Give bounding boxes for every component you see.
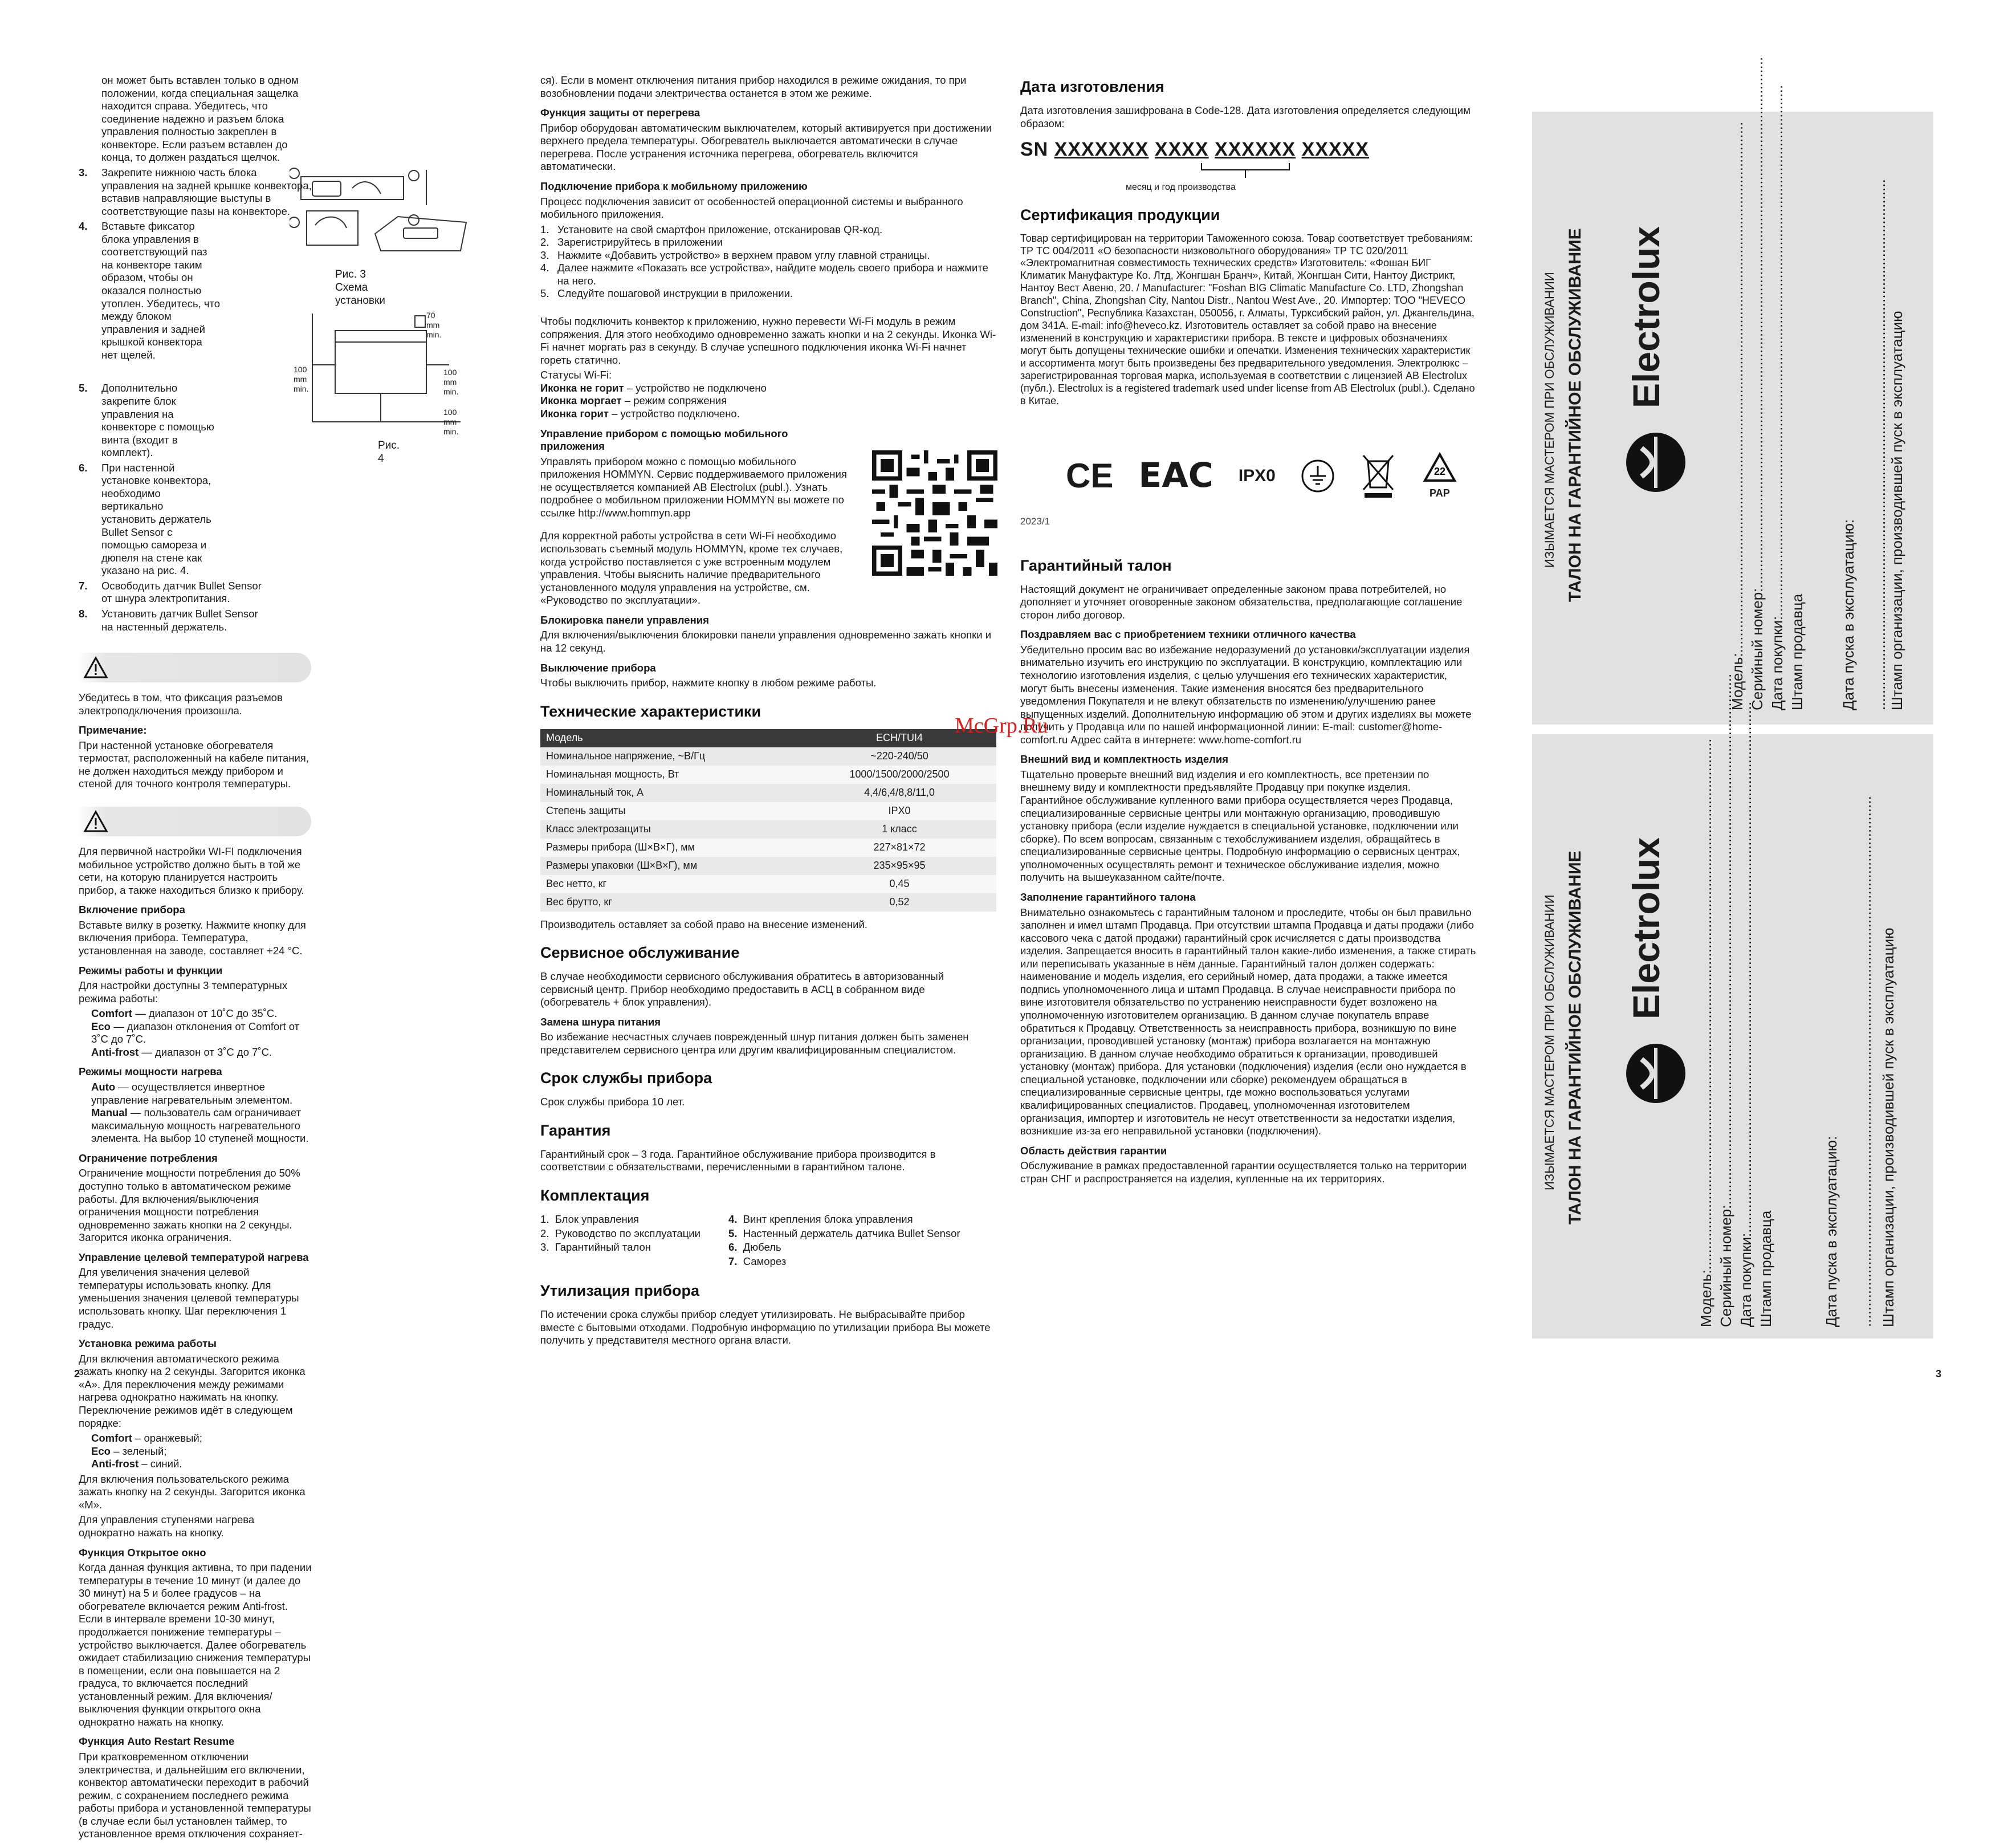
qr-code-icon [872, 450, 997, 576]
table-row: Класс электрозащиты 1 класс [540, 820, 996, 839]
list-item: 4. Вставьте фиксатор блока управления в соответствующий паз на конвекторе таким образом, чтобы он оказался полностью утоплен. Убедитесь, что между блоком управления и задней крышкой конвектора нет щелей. [79, 220, 221, 361]
field-model: Модель:................................................................................................................................. [1729, 121, 1746, 710]
section-text: Обслуживание в рамках предоставленной гарантии осуществляется только на территории стран СНГ и распространяется на изделия, купленные на их территориях. [1020, 1159, 1467, 1185]
section-text: Для корректной работы устройства в сети Wi-Fi необходимо использовать съемный модуль HOMMYN, кроме тех случаев, когда устройство поставляется с уже встроенным модулем управления. Чтобы выяснить наличие предварительного установленного модуля управления на устройстве, см. «Руководство по эксплуатации». [540, 530, 843, 607]
section-title: Режимы мощности нагрева [79, 1065, 222, 1078]
section-text: Для включения пользовательского режима зажать кнопку на 2 секунды. Загорится иконка «M». [79, 1472, 306, 1511]
pap-number: 22 [1433, 466, 1445, 478]
section-title: Режимы работы и функции [79, 964, 223, 977]
electrolux-logo-icon [1624, 1042, 1687, 1110]
column-right [1020, 74, 1476, 1187]
list-item: 6. При настенной установке конвектора, необходимо вертикально установить держатель Bullet Sensor с помощью самореза и дюпеля на стене как указано на рис. 4. [79, 461, 211, 577]
section-title: Подключение прибора к мобильному приложению [540, 180, 808, 192]
page-number-right: 3 [1936, 1368, 1942, 1380]
warranty-coupon-top [1532, 56, 1933, 725]
section-text: Когда данная функция активна, то при падении температуры в течение 10 минут (и далее до 30 минут) на 5 и более градусов – на обогревателе включается режим Anti-frost. Если в интервале времени 10-30 минут, продолжается понижение температуры – устройство выключается. Далее обогреватель ожидает стабилизацию снижения температуры в помещении, если она повышается на 2 градуса, то включается последний установленный режим. Для включения/выключения функции открытого окна однократно нажать на кнопку. [79, 1561, 312, 1728]
list-item: 3. Гарантийный талон [540, 1241, 651, 1254]
table-row: Номинальная мощность, Вт 1000/1500/2000/2500 [540, 766, 996, 784]
section-heading: Сертификация продукции [1020, 206, 1220, 223]
list-item [540, 1255, 711, 1268]
list-item: 1. Блок управления [540, 1213, 640, 1225]
list-item: Comfort — диапазон от 10˚С до 35˚С. [91, 1007, 278, 1020]
list-item: Comfort – оранжевый; [91, 1432, 202, 1445]
electrolux-logo-icon [1624, 431, 1687, 499]
list-item: Eco – зеленый; [91, 1445, 167, 1457]
warning-banner [78, 807, 311, 836]
section-title: Область действия гарантии [1020, 1144, 1167, 1157]
ground-symbol-icon [1301, 459, 1335, 493]
field-seller-stamp: Штамп продавца [1789, 593, 1806, 710]
section-title: Установка режима работы [79, 1337, 217, 1350]
section-text: В случае необходимости сервисного обслуживания обратитесь в авторизованный сервисный центр. Прибор необходимо предоставить в АСЦ в собранном виде (обогреватель + блок управления). [540, 970, 944, 1008]
section-text: Для настройки доступны 3 температурных режима работы: [79, 979, 288, 1004]
fig4-label-bottom: 100 mm min. [443, 408, 459, 437]
section-text: Процесс подключения зависит от особенностей операционной системы и выбранного мобильного приложения. [540, 195, 963, 221]
list-item: 3. Закрепите нижнюю часть блока управления на задней крышке конвектора, вставив направляющие выступы в соответствующие пазы на конвекторе. [79, 166, 312, 217]
section-text: Дата изготовления зашифрована в Code-128. Дата изготовления определяется следующим образом: [1020, 104, 1471, 129]
section-text: Для включения/выключения блокировки панели управления одновременно зажать кнопки и на 12 секунд. [540, 629, 992, 654]
section-heading: Гарантийный талон [1020, 556, 1172, 574]
table-row: Размеры прибора (Ш×В×Г), мм 227×81×72 [540, 839, 996, 857]
section-title: Блокировка панели управления [540, 613, 709, 626]
section-text: Для включения автоматического режима зажать кнопку на 2 секунды. Загорится иконка «А». Для переключения между режимами нагрева однократно нажимать на кнопку. Переключение режимов идёт в следующем порядке: [79, 1352, 306, 1429]
list-item: Anti-frost — диапазон от 3˚С до 7˚С. [91, 1045, 272, 1058]
section-text: Ограничение мощности потребления до 50% доступно только в автоматическом режиме работы. Для включения/выключения ограничения мощности потребления одновременно зажать кнопки на 2 секунды. Загорится иконка ограничения. [79, 1167, 300, 1244]
list-item: 3. Нажмите «Добавить устройство» в верхнем правом углу главной страницы. [540, 249, 930, 261]
field-purchase-date: Дата покупки:................................................................................................................................. [1737, 701, 1754, 1327]
section-title: Заполнение гарантийного талона [1020, 890, 1196, 903]
continued-text: ся). Если в момент отключения питания прибор находился в режиме ожидания, то при возобновлении подачи электричества останется в этом же режиме. [540, 74, 967, 99]
fig4-label-left: 100 mm min. [294, 365, 309, 394]
spec-note: Производитель оставляет за собой право на внесение изменений. [540, 918, 868, 930]
mobile-section [540, 428, 996, 607]
fig4-caption: Рис. 4 [378, 440, 400, 465]
install-steps-b [79, 382, 312, 633]
certification-marks [1066, 447, 1476, 505]
section-text: Статусы Wi-Fi: [540, 369, 612, 381]
section-text: Срок службы прибора 10 лет. [540, 1096, 685, 1108]
table-row: Номинальный ток, А 4,4/6,4/8,8/11,0 [540, 784, 996, 802]
table-row: Вес брутто, кг 0,52 [540, 893, 996, 912]
section-text: Для управления ступенями нагрева однократно нажать на кнопку. [79, 1514, 255, 1539]
list-item: 7. Освободить датчик Bullet Sensor от шнура электропитания. [79, 579, 262, 605]
page-number-left: 2 [74, 1368, 80, 1380]
section-text: Чтобы выключить прибор, нажмите кнопку в любом режиме работы. [540, 677, 877, 689]
section-title: Управление целевой температурой нагрева [79, 1251, 309, 1263]
list-item: Иконка горит – устройство подключено. [540, 407, 740, 420]
installation-diagram-fig3 [290, 165, 478, 257]
section-heading: Гарантия [540, 1121, 611, 1139]
coupon-title: ТАЛОН НА ГАРАНТИЙНОЕ ОБСЛУЖИВАНИЕ [1566, 851, 1585, 1224]
cert-text: Товар сертифицирован на территории Таможенного союза. Товар соответствует требованиям: ТР ТС 004/2011 «О безопасности низковольтного оборудования» ТР ТС 020/2011 «Электромагнитная совместимость технических средств» Изготовитель: «Фошан БИГ Климатик Мануфактуре Ко. Лтд, Жонгшан Бранч», Китай, Жонгшан Сити, Нантоу Дистрикт, Нантоу Вест Авеню, 20. / Manufacturer: "Foshan BIG Climatic Manufacture Co. LTD, Zhongshan Branch", China, Zhongshan City, Nantou Distr., Nantou West Ave., 20. Импортер: ТОО "HEVECO Construction", Республика Казахстан, 050056, г. Алматы, Турксибский район, ул. Джангельдина, дом 341А. E-mail: info@heveco.kz. Изготовитель оставляет за собой право на внесение изменений в конструкцию и характеристики прибора. В тексте и цифровых обозначениях могут быть допущены технические ошибки и опечатки. Изменения технических характеристик и ассортимента могут быть произведены без предварительного уведомления. Электролюкс – зарегистрированная торговая марка, используемая в соответствии с лицензией AB Electrolux (публ.). Electrolux is a registered trademark used under license from AB Electrolux (publ.). Сделано в Китае. [1020, 232, 1475, 406]
section-title: Внешний вид и комплектность изделия [1020, 753, 1229, 766]
continued-text: он может быть вставлен только в одном положении, когда специальная защелка находится справа. Убедитесь, что соединение надежно и разъем блока управления полностью закреплен в конвекторе. Если разъем вставлен до конца, то должен раздаться щелчок. [101, 74, 299, 164]
column-left [79, 74, 459, 1843]
section-title: Включение прибора [79, 904, 185, 916]
ipx0-mark: IPX0 [1238, 466, 1276, 485]
section-title: Функция Auto Restart Resume [79, 1735, 235, 1748]
list-item: 5. Следуйте пошаговой инструкции в приложении. [540, 287, 793, 300]
field-launch-line: ................................................................................................................................. [1871, 179, 1888, 710]
section-heading: Сервисное обслуживание [540, 944, 740, 962]
table-row: Номинальное напряжение, ~В/Гц ~220-240/50 [540, 747, 996, 766]
section-title: Ограничение потребления [79, 1152, 218, 1164]
list-item: Eco — диапазон отклонения от Comfort от 3˚С до 7˚С. [91, 1020, 300, 1045]
list-item: 6. Дюбель [728, 1241, 781, 1254]
app-steps [540, 223, 996, 300]
list-item: 7. Саморез [728, 1255, 787, 1267]
list-item: Иконка не горит – устройство не подключено [540, 381, 767, 394]
spec-table [540, 729, 996, 912]
section-text: Гарантийный срок – 3 года. Гарантийное обслуживание прибора производится в соответствии с обязательствами, перечисленными в гарантийном талоне. [540, 1148, 936, 1173]
table-header: Модель ECH/TUI4 [540, 729, 996, 747]
table-row: Размеры упаковки (Ш×В×Г), мм 235×95×95 [540, 857, 996, 875]
warning-banner [78, 653, 311, 682]
section-title: Поздравляем вас с приобретением техники отличного качества [1020, 628, 1356, 641]
pap-recycle-mark: 22 PAP [1422, 452, 1458, 500]
list-item: 2. Руководство по эксплуатации [540, 1227, 700, 1239]
warning-text: Убедитесь в том, что фиксация разъемов электроподключения произошла. [79, 691, 283, 717]
field-org-stamp: Штамп организации, производившей пуск в эксплуатацию [1888, 311, 1905, 710]
ce-mark-icon: CE [1066, 457, 1114, 495]
list-item: 4. Далее нажмите «Показать все устройства», найдите модель своего прибора и нажмите на него. [540, 262, 988, 287]
list-item: 5. Дополнительно закрепите блок управления на конвекторе с помощью винта (входит в комплект). [79, 382, 214, 459]
table-row: Степень защиты IPX0 [540, 802, 996, 820]
section-title: Выключение прибора [540, 661, 656, 674]
eac-mark-icon: EAC [1138, 455, 1213, 496]
weee-bin-icon [1360, 453, 1396, 499]
section-text: Управлять прибором можно с помощью мобильного приложения HOMMYN. Сервис поддерживаемого приложения не осуществляется компанией AB Electrolux (publ.). Узнать подробнее о мобильном приложении HOMMYN вы можете по ссылке http://www.hommyn.app [540, 455, 847, 519]
field-seller-stamp: Штамп продавца [1757, 1210, 1774, 1327]
spec-title: Технические характеристики [540, 702, 761, 720]
field-launch-line: ................................................................................................................................. [1857, 796, 1874, 1327]
warning-icon [83, 656, 108, 679]
list-item: 1. Установите на свой смартфон приложение, отсканировав QR-код. [540, 223, 883, 235]
field-serial: Серийный номер:................................................................................................................................. [1749, 56, 1766, 710]
section-heading: Утилизация прибора [540, 1282, 699, 1300]
field-launch-date: Дата пуска в эксплуатацию: [1840, 519, 1857, 710]
watermark: McGrp.Ru [955, 714, 1048, 738]
section-text: При кратковременном отключении электричества, и дальнейшим его включении, конвектор автоматически переходит в рабочий режим, с сохранением последнего режима работы прибора и установленной температуры (в случае если был установлен таймер, то установленное время отключения сохраняет- [79, 1751, 311, 1840]
warning-icon [83, 810, 108, 833]
field-org-stamp: Штамп организации, производившей пуск в эксплуатацию [1880, 927, 1897, 1327]
fig4-label-right: 100 mm min. [443, 368, 459, 397]
install-steps-a [79, 166, 312, 361]
list-item: 5. Настенный держатель датчика Bullet Sensor [728, 1227, 960, 1239]
fig3-caption: Рис. 3 Схема установки [335, 268, 385, 307]
section-heading: Комплектация [540, 1187, 650, 1204]
section-text: Чтобы подключить конвектор к приложению, нужно перевести Wi-Fi модуль в режим сопряжения. Для этого необходимо одновременно зажать кнопки и на 2 секунды. Иконка Wi-Fi начнет моргать раз в секунду. В случае успешного подключения иконка Wi-Fi начнет гореть статично. [540, 315, 996, 366]
warranty-coupon-bottom [1532, 673, 1933, 1338]
brand-wordmark: Electrolux [1625, 226, 1667, 408]
section-title: Функция защиты от перегрева [540, 107, 700, 119]
section-heading: Дата изготовления [1020, 78, 1164, 95]
section-text: Вставьте вилку в розетку. Нажмите кнопку для включения прибора. Температура, установленная на заводе, составляет +24 °С. [79, 918, 306, 957]
kit-list [540, 1213, 996, 1269]
section-text: По истечении срока службы прибор следует утилизировать. Не выбрасывайте прибор вместе с бытовыми отходами. Подробную информацию по утилизации прибора Вы можете получить у представителя местного органа власти. [540, 1308, 991, 1346]
list-item: Иконка моргает – режим сопряжения [540, 394, 727, 407]
column-middle [540, 74, 996, 1349]
list-item: 4. Винт крепления блока управления [728, 1213, 913, 1225]
note-text: При настенной установке обогревателя термостат, расположенный на кабеле питания, не должен находиться между прибором и стеной для точного контроля температуры. [79, 739, 309, 790]
section-title: Функция Открытое окно [79, 1546, 206, 1559]
note-title: Примечание: [79, 724, 147, 737]
section-title: Замена шнура питания [540, 1015, 661, 1028]
field-launch-date: Дата пуска в эксплуатацию: [1823, 1136, 1840, 1327]
section-title: Управление прибором с помощью мобильного приложения [540, 427, 788, 453]
section-text: Прибор оборудован автоматическим выключателем, который активируется при достижении верхнего предела температуры. Обогреватель выключается автоматически в случае перегрева. После устранения источника перегрева, обогреватель включится автоматически. [540, 121, 992, 173]
sn-bracket [1054, 162, 1339, 179]
sn-label: месяц и год производства [1126, 182, 1236, 193]
section-text: Для увеличения значения целевой температуры использовать кнопку. Для уменьшения значения целевой температуры использовать кнопку. Шаг переключения 1 градус. [79, 1266, 299, 1330]
field-serial: Серийный номер:................................................................................................................................. [1717, 673, 1734, 1327]
section-text: Внимательно ознакомьтесь с гарантийным талоном и проследите, чтобы он был правильно заполнен и имел штамп Продавца. При отсутствии штампа Продавца и даты продажи (либо кассового чека с датой продажи) гарантийный срок исчисляется с даты производства изделия. Запрещается вносить в гарантийный талон какие-либо изменения, а также стирать или переписывать указанные в нём данные. Гарантийный талон должен содержать: наименование и модель изделия, его серийный номер, дата продажи, а также имеется подпись уполномоченного лица и штамп Продавца. В случае неисправности прибора по вине изготовителя обязательство по устранению неисправности будет возложено на уполномоченную изготовителем организацию. В данном случае покупатель вправе обратиться к Продавцу. Ответственность за неисправность прибора, возникшую по вине организации, проводившей установку (монтаж) прибора возлагается на монтажную организацию. В данном случае необходимо обратиться к организации, проводившей установку (монтаж) прибора. Для установки (подключения) изделия (если оно нуждается в специальной установке, подключении или сборке) рекомендуем обращаться в специализированные сервисные центры, где можно воспользоваться услугами квалифицированных специалистов. Продавец, уполномоченная изготовителем организация, импортер и изготовитель не несут ответственности за недостатки изделия, возникшие из-за его неправильной установки (подключения). [1020, 906, 1476, 1137]
brand-wordmark: Electrolux [1625, 837, 1667, 1019]
section-heading: Срок службы прибора [540, 1069, 712, 1087]
coupon-note: ИЗЫМАЕТСЯ МАСТЕРОМ ПРИ ОБСЛУЖИВАНИИ [1542, 894, 1557, 1190]
table-row: Вес нетто, кг 0,45 [540, 875, 996, 893]
section-text: Настоящий документ не ограничивает определенные законом права потребителей, но дополняет и уточняет оговоренные законом обязательства, предполагающие соглашение сторон либо договор. [1020, 583, 1463, 621]
list-item: 2. Зарегистрируйтесь в приложении [540, 236, 723, 249]
coupon-title: ТАЛОН НА ГАРАНТИЙНОЕ ОБСЛУЖИВАНИЕ [1566, 228, 1585, 602]
coupon-note: ИЗЫМАЕТСЯ МАСТЕРОМ ПРИ ОБСЛУЖИВАНИИ [1542, 272, 1557, 568]
section-text: Тщательно проверьте внешний вид изделия и его комплектность, все претензии по внешнему виду и комплектности предъявляйте Продавцу при покупке изделия. Гарантийное обслуживание купленного вами прибора осуществляется через Продавца, специализированные сервисные центры или монтажную организацию, проводившую установку прибора (если изделие нуждается в специальной установке, подключении или сборке). По всем вопросам, связанным с техобслуживанием изделия, обращайтесь в специализированные сервисные центры. Подробную информацию о сервисных центрах, уполномоченных осуществлять ремонт и техническое обслуживание изделия, можно получить на вышеуказанном сайте/почте. [1020, 768, 1460, 884]
field-purchase-date: Дата покупки:................................................................................................................................. [1769, 84, 1786, 710]
fig4-label-top: 70 mm min. [426, 311, 442, 340]
section-text: Убедительно просим вас во избежание недоразумений до установки/эксплуатации изделия внимательно изучить его инструкцию по эксплуатации. В конструкцию, комплектацию или технологию изготовления изделия, с целью улучшения его технических характеристик, могут быть внесены изменения. Такие изменения вносятся без предварительного уведомления Покупателя и не влекут обязательств по изменению/улучшению ранее выпущенных изделий. Дополнительную информацию об этом и других изделиях вы можете получить у Продавца или по нашей информационной линии: E-mail: customer@home-comfort.ru Адрес сайта в интернете: www.home-comfort.ru [1020, 643, 1472, 746]
list-item: Auto — осуществляется инвертное управление нагревательным элементом. [91, 1081, 293, 1106]
recycle-icon [1422, 452, 1458, 484]
serial-number-format: SN XXXXXXX XXXX XXXXXX XXXXX [1020, 139, 1369, 161]
field-model: Модель:................................................................................................................................. [1697, 738, 1714, 1327]
list-item: Anti-frost – синий. [91, 1458, 182, 1470]
date-code: 2023/1 [1020, 515, 1050, 527]
list-item: Manual — пользователь сам ограничивает максимальную мощность нагревательного элемента. На выбор 10 ступеней мощности. [91, 1106, 309, 1145]
section-text: Во избежание несчастных случаев поврежденный шнур питания должен быть заменен представителем сервисного центра или другим квалифицированным специалистом. [540, 1031, 969, 1056]
wifi-warning-text: Для первичной настройки WI-FI подключения мобильное устройство должно быть в той же сети, на которую планируется настроить прибор, а также находиться близко к прибору. [79, 845, 304, 896]
list-item: 8. Установить датчик Bullet Sensor на настенный держатель. [79, 607, 258, 633]
